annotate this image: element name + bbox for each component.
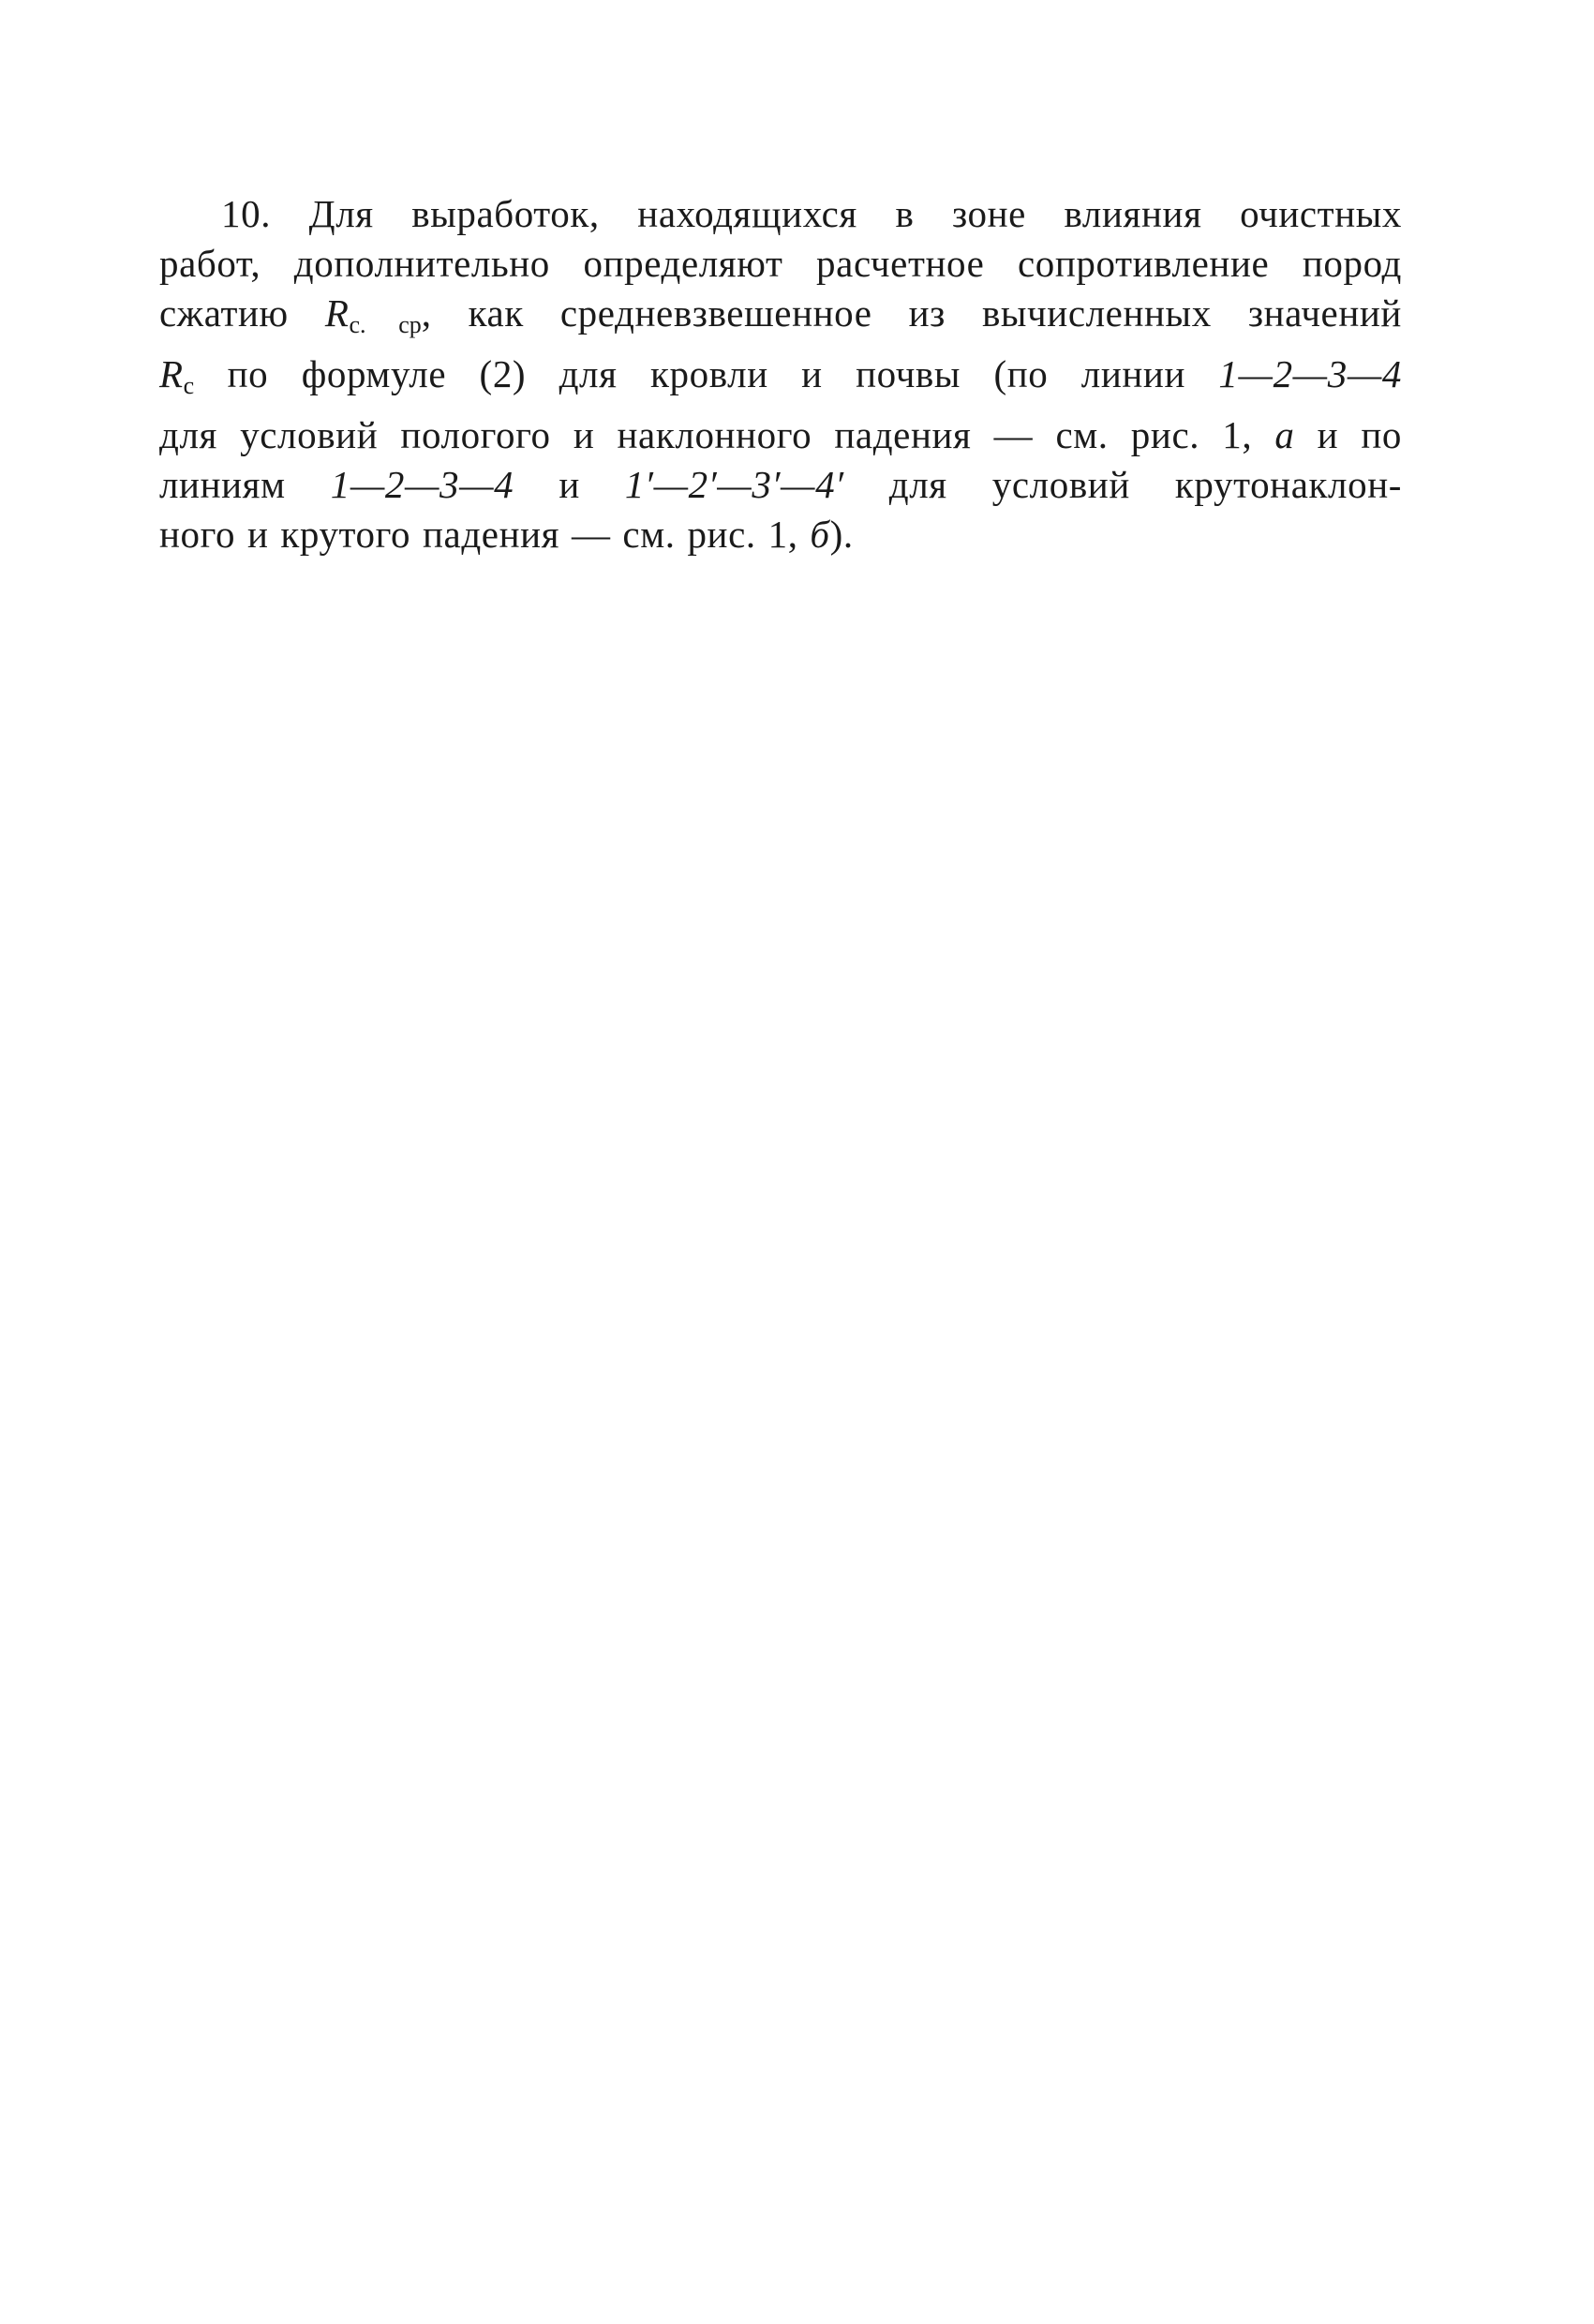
figure-letter: б (810, 513, 830, 556)
text-fragment: Для выработок, находящихся в зоне влияния очистных (308, 192, 1402, 235)
path-label: 1—2—3—4 (1218, 352, 1402, 395)
text-fragment: работ, дополнительно определяют расчетное сопротивление пород (159, 242, 1402, 285)
text-fragment: , как средневзвешенное из вычисленных значений (421, 291, 1402, 335)
text-line-1 (159, 189, 1402, 239)
text-line-7 (159, 510, 1402, 559)
text-line-6 (159, 460, 1402, 510)
text-fragment: и по (1294, 413, 1402, 456)
symbol-subscript: с. ср (349, 311, 422, 338)
text-fragment: для условий пологого и наклонного падения — см. рис. 1, (159, 413, 1275, 456)
text-line-3 (159, 289, 1402, 350)
text-line-4 (159, 350, 1402, 410)
text-fragment: для условий крутонаклон- (843, 463, 1402, 506)
text-fragment: ). (829, 513, 854, 556)
path-label: 1—2—3—4 (330, 463, 514, 506)
paragraph-number: 10. (221, 192, 272, 235)
symbol-r: R (159, 352, 184, 395)
figure-letter: а (1274, 413, 1295, 456)
text-fragment: ного и крутого падения — см. рис. 1, (159, 513, 811, 556)
text-fragment: сжатию (159, 291, 289, 335)
text-fragment: линиям (159, 463, 331, 506)
symbol-subscript: с (183, 372, 195, 399)
text-fragment: и (514, 463, 625, 506)
path-label-primed: 1′—2′—3′—4′ (624, 463, 844, 506)
text-line-2 (159, 239, 1402, 289)
text-line-5 (159, 410, 1402, 460)
text-fragment: по формуле (2) для кровли и почвы (по линии (194, 352, 1219, 395)
paragraph-10 (159, 189, 1402, 559)
symbol-r: R (324, 291, 350, 335)
